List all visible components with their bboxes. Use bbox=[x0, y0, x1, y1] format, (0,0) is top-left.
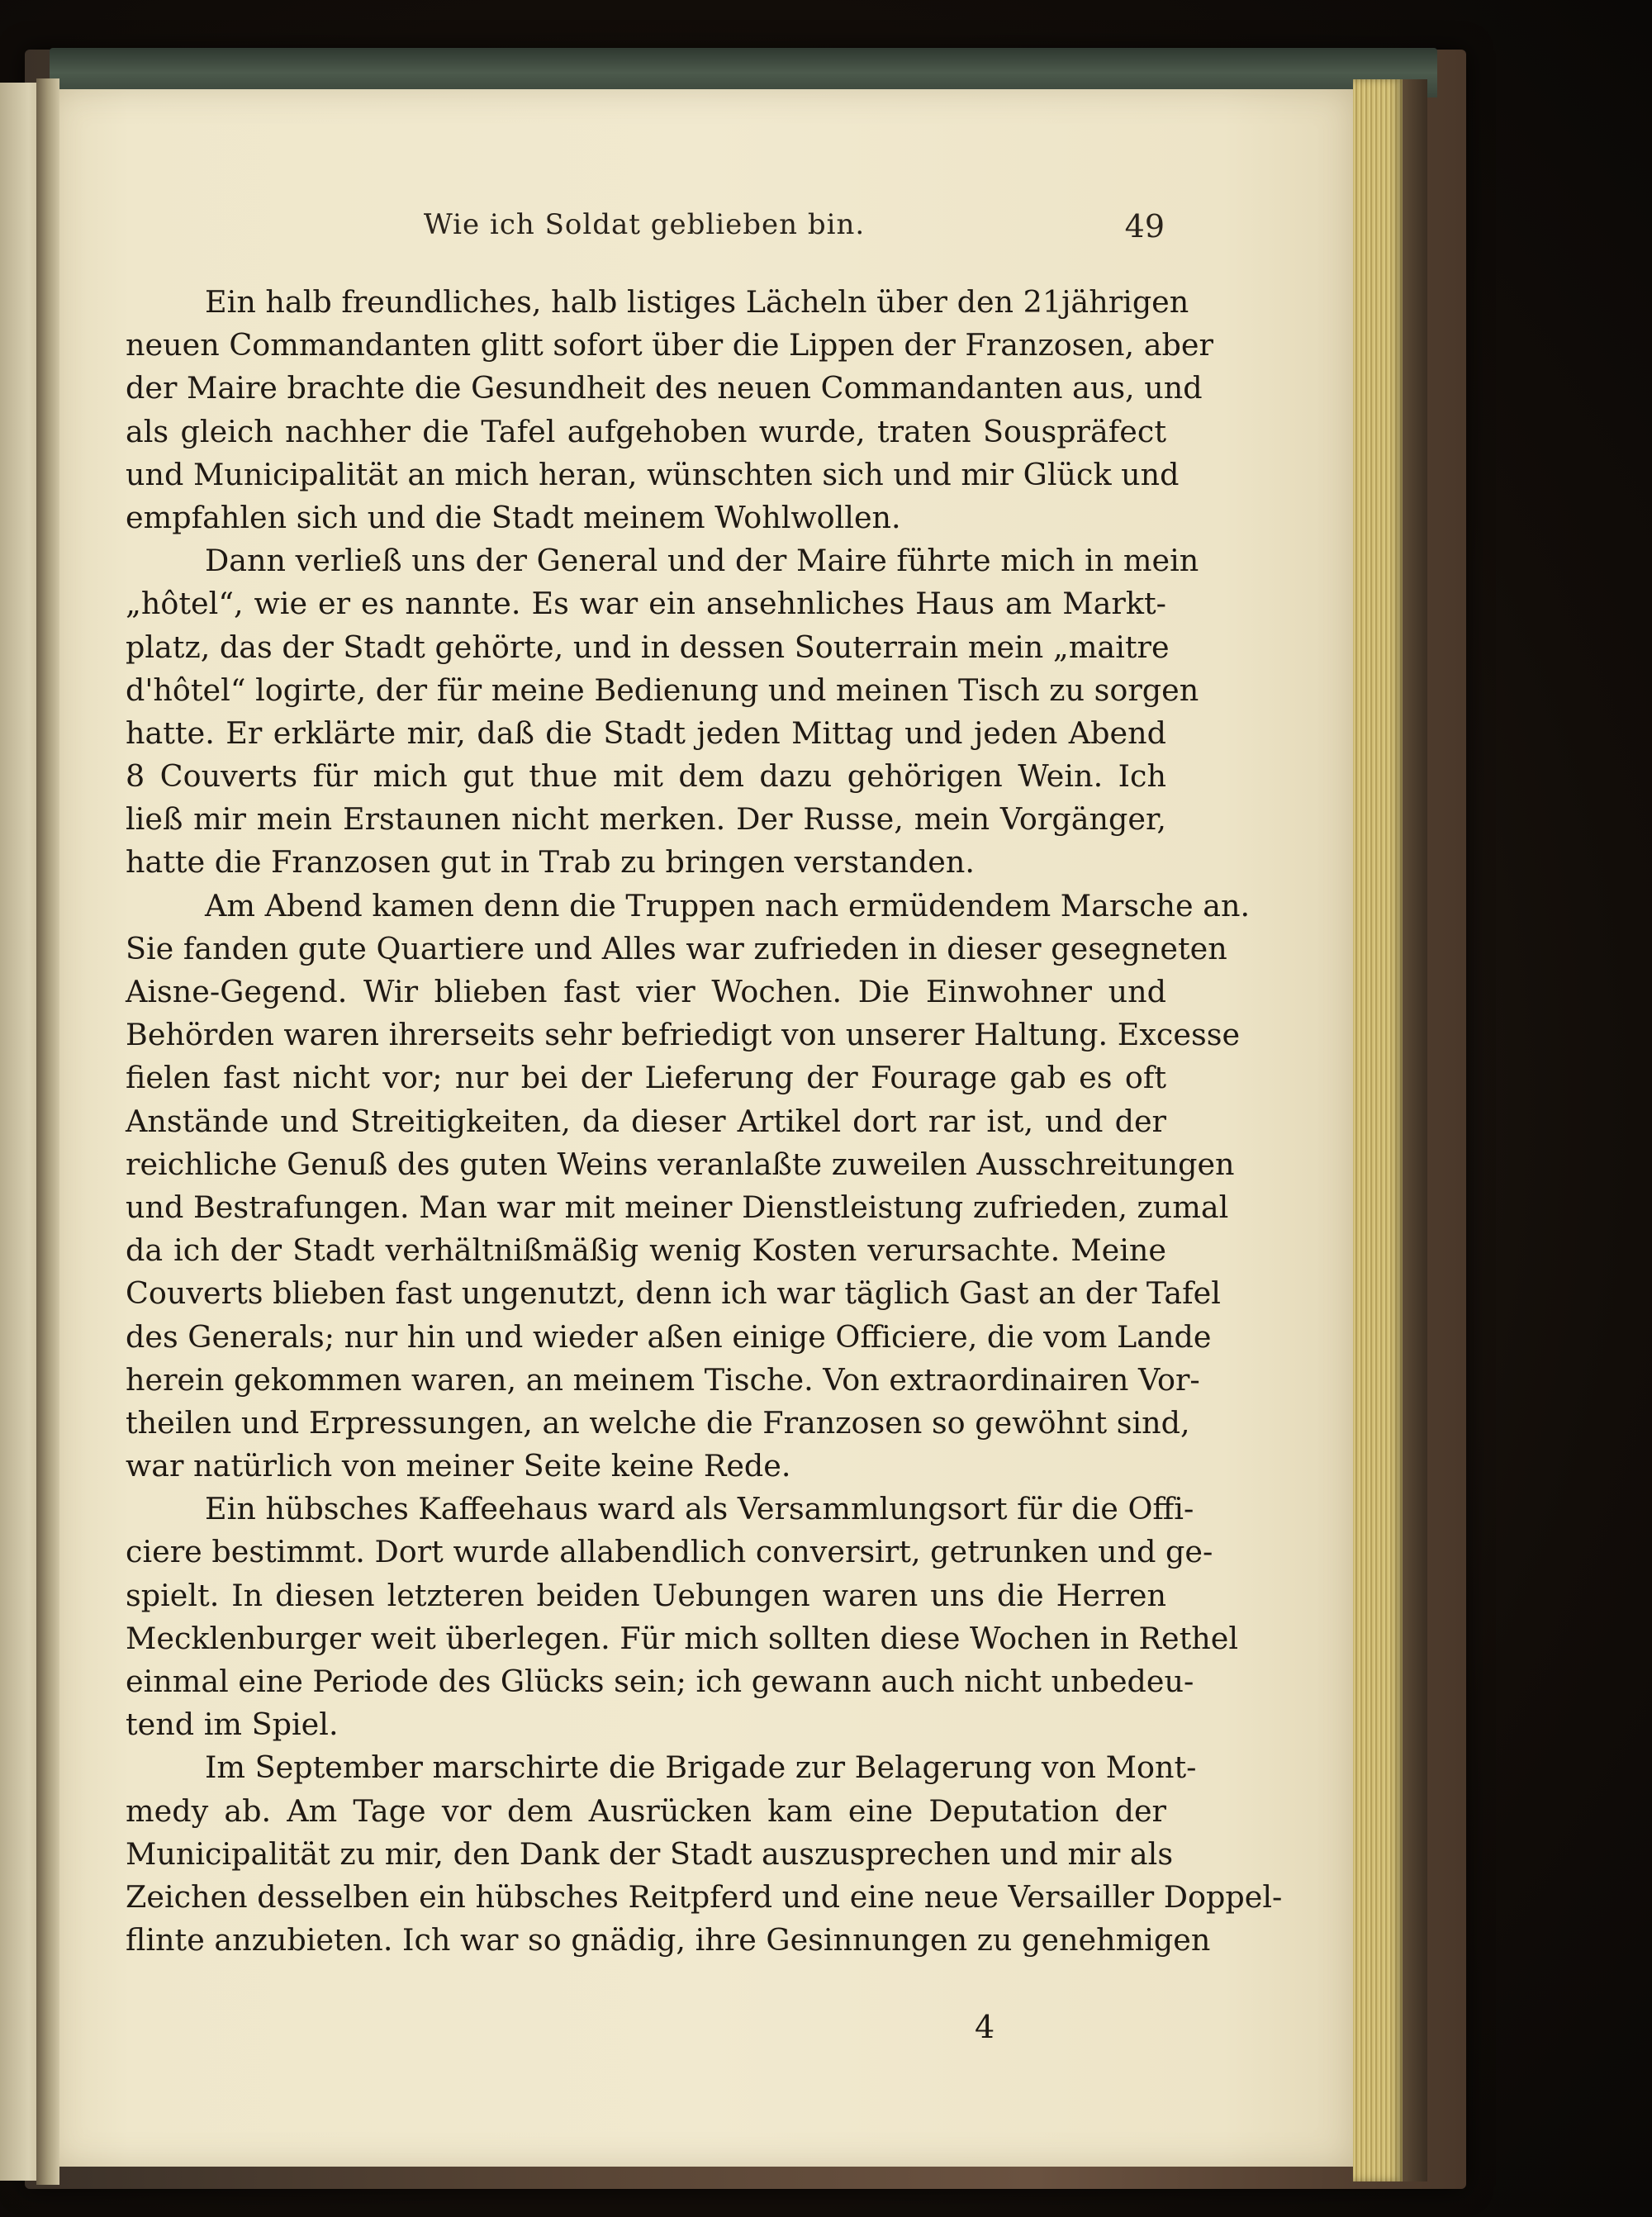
text-line: der Maire brachte die Gesundheit des neuen Commandanten aus, und bbox=[126, 370, 1203, 406]
text-line: als gleich nachher die Tafel aufgehoben wurde, traten Souspräfect bbox=[126, 413, 1166, 449]
text-line: flinte anzubieten. Ich war so gnädig, ihre Gesinnungen zu genehmigen bbox=[126, 1922, 1211, 1958]
text-line: Couverts blieben fast ungenutzt, denn ich war täglich Gast an der Tafel bbox=[126, 1275, 1221, 1312]
text-line: Sie fanden gute Quartiere und Alles war zufrieden in dieser gesegneten bbox=[126, 930, 1227, 966]
text-line: 8 Couverts für mich gut thue mit dem dazu gehörigen Wein. Ich bbox=[126, 758, 1166, 795]
text-line: Aisne-Gegend. Wir blieben fast vier Wochen. Die Einwohner und bbox=[126, 974, 1166, 1009]
text-line: Mecklenburger weit überlegen. Für mich sollten diese Wochen in Rethel bbox=[126, 1620, 1239, 1656]
text-line: neuen Commandanten glitt sofort über die Lippen der Franzosen, aber bbox=[126, 327, 1213, 363]
text-line: Anstände und Streitigkeiten, da dieser Artikel dort rar ist, und der bbox=[126, 1103, 1166, 1139]
text-line: Am Abend kamen denn die Truppen nach ermüdendem Marsche an. bbox=[205, 887, 1251, 923]
text-line: Municipalität zu mir, den Dank der Stadt auszusprechen und mir als bbox=[126, 1835, 1174, 1872]
text-line: Ein halb freundliches, halb listiges Lächeln über den 21jährigen bbox=[205, 284, 1189, 320]
text-line: platz, das der Stadt gehörte, und in dessen Souterrain mein „maitre bbox=[126, 629, 1170, 665]
text-line: da ich der Stadt verhältnißmäßig wenig Kosten verursachte. Meine bbox=[126, 1232, 1166, 1269]
text-line: spielt. In diesen letzteren beiden Uebungen waren uns die Herren bbox=[126, 1577, 1166, 1613]
text-line: hatte die Franzosen gut in Trab zu bringen verstanden. bbox=[126, 844, 976, 881]
book-gutter bbox=[36, 78, 59, 2185]
text-line: des Generals; nur hin und wieder aßen einige Officiere, die vom Lande bbox=[126, 1318, 1212, 1355]
text-line: ciere bestimmt. Dort wurde allabendlich conversirt, getrunken und ge- bbox=[126, 1534, 1213, 1570]
text-line: herein gekommen waren, an meinem Tische. Von extraordinairen Vor- bbox=[126, 1361, 1200, 1398]
text-line: medy ab. Am Tage vor dem Ausrücken kam eine Deputation der bbox=[126, 1792, 1166, 1829]
signature-mark: 4 bbox=[975, 2009, 995, 2045]
text-line: Dann verließ uns der General und der Maire führte mich in mein bbox=[205, 543, 1199, 579]
text-line: und Bestrafungen. Man war mit meiner Dienstleistung zufrieden, zumal bbox=[126, 1189, 1229, 1225]
text-line: ließ mir mein Erstaunen nicht merken. Der Russe, mein Vorgänger, bbox=[126, 801, 1166, 838]
text-line: war natürlich von meiner Seite keine Rede. bbox=[126, 1448, 791, 1484]
text-line: einmal eine Periode des Glücks sein; ich gewann auch nicht unbedeu- bbox=[126, 1664, 1194, 1699]
running-head bbox=[124, 208, 1165, 249]
page-number: 49 bbox=[1124, 208, 1165, 244]
running-title: Wie ich Soldat geblieben bin. bbox=[423, 208, 866, 241]
text-line: fielen fast nicht vor; nur bei der Lieferung der Fourage gab es oft bbox=[126, 1060, 1166, 1096]
text-line: tend im Spiel. bbox=[126, 1707, 339, 1743]
page-block-edge bbox=[1353, 79, 1403, 2181]
text-line: und Municipalität an mich heran, wünschten sich und mir Glück und bbox=[126, 456, 1180, 492]
text-line: Im September marschirte die Brigade zur Belagerung von Mont- bbox=[205, 1749, 1197, 1786]
text-line: Ein hübsches Kaffeehaus ward als Versammlungsort für die Offi- bbox=[205, 1491, 1194, 1527]
text-line: hatte. Er erklärte mir, daß die Stadt jeden Mittag und jeden Abend bbox=[126, 714, 1166, 751]
text-line: reichliche Genuß des guten Weins veranlaßte zuweilen Ausschreitungen bbox=[126, 1146, 1235, 1182]
text-line: Zeichen desselben ein hübsches Reitpferd und eine neue Versailler Doppel- bbox=[126, 1878, 1283, 1915]
text-line: empfahlen sich und die Stadt meinem Wohlwollen. bbox=[126, 499, 901, 535]
body-text bbox=[126, 281, 1283, 1962]
text-line: „hôtel“, wie er es nannte. Es war ein ansehnliches Haus am Markt- bbox=[126, 586, 1166, 622]
text-line: theilen und Erpressungen, an welche die Franzosen so gewöhnt sind, bbox=[126, 1404, 1190, 1441]
text-line: d'hôtel“ logirte, der für meine Bedienung und meinen Tisch zu sorgen bbox=[126, 672, 1199, 708]
text-line: Behörden waren ihrerseits sehr befriedigt von unserer Haltung. Excesse bbox=[126, 1017, 1241, 1053]
spine-shadow bbox=[1403, 79, 1427, 2181]
